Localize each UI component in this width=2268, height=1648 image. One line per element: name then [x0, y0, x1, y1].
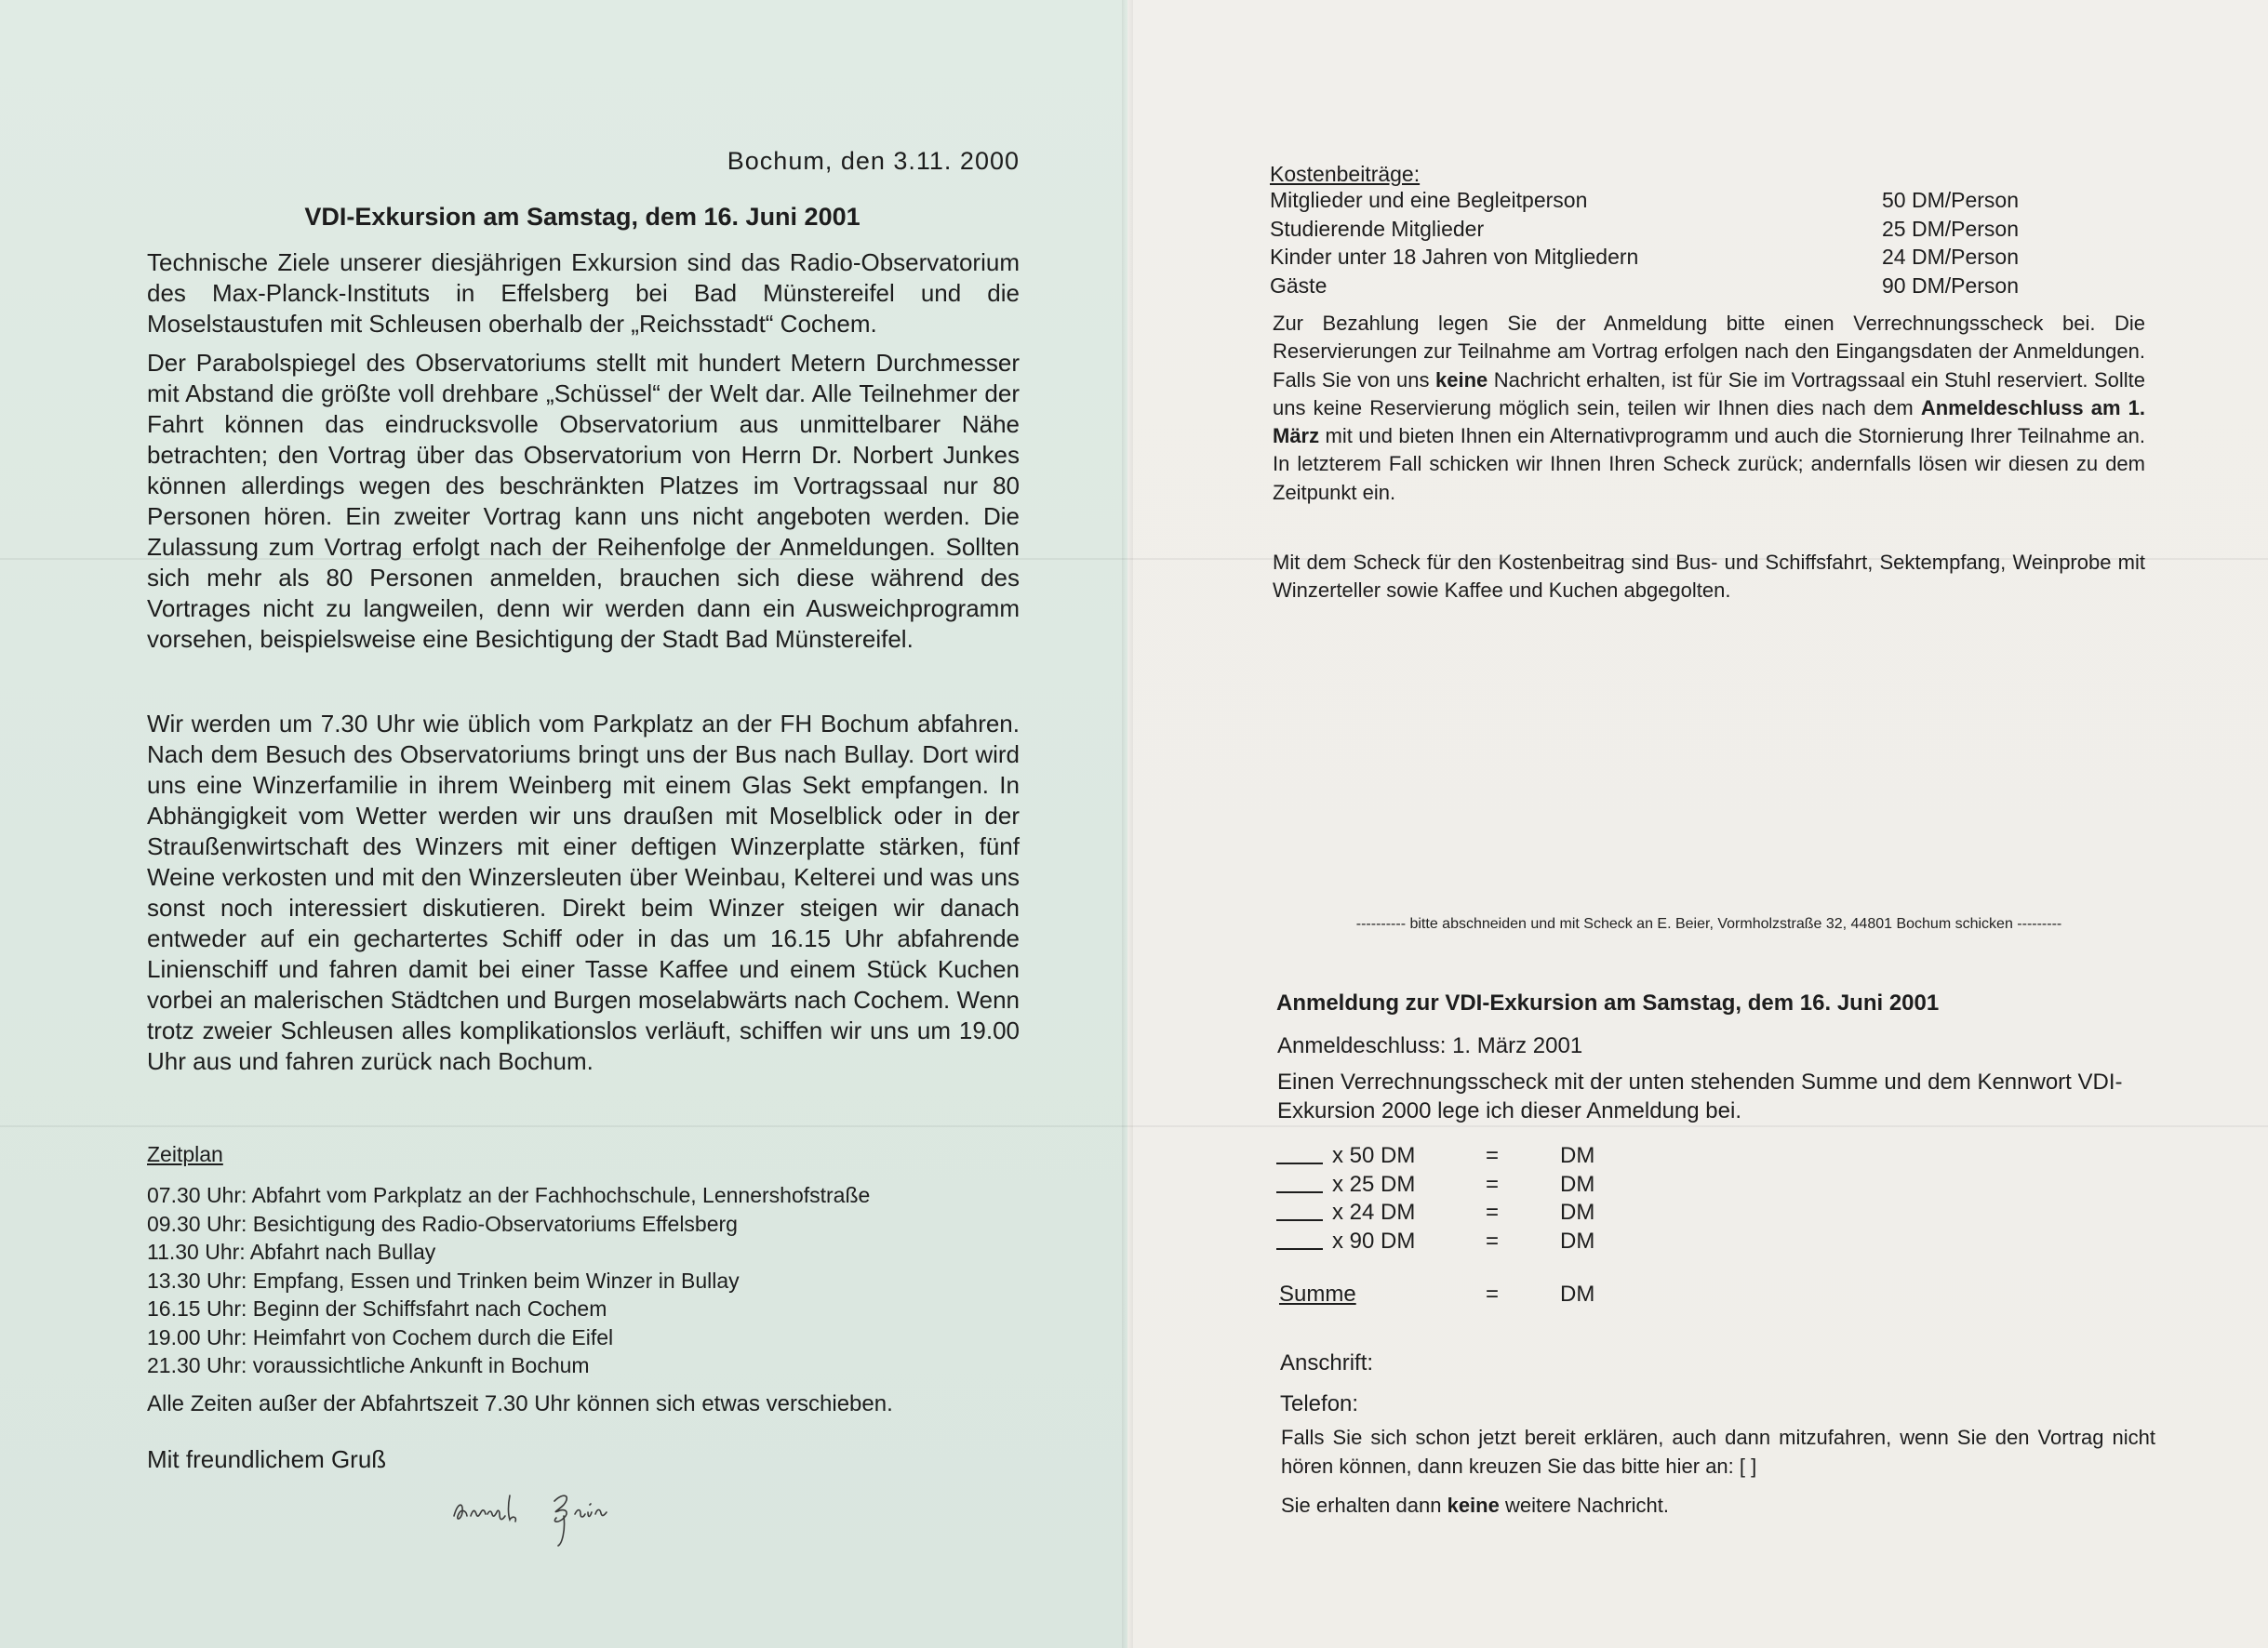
deadline-emphasis: Anmeldeschluss am 1. März	[1273, 395, 2145, 448]
sum-label: Summe	[1279, 1282, 1356, 1307]
schedule-note: Alle Zeiten außer der Abfahrtszeit 7.30 Uhr können sich etwas verschieben.	[147, 1391, 893, 1416]
calc-unit: DM	[1560, 1228, 1595, 1254]
cost-price: 90 DM/Person	[1882, 272, 2020, 298]
costs-table	[1270, 186, 2042, 299]
letter-title: VDI-Exkursion am Samstag, dem 16. Juni 2001	[304, 203, 861, 231]
final-text: weitere Nachricht.	[1499, 1494, 1670, 1517]
calc-equals: =	[1486, 1143, 1500, 1168]
cost-label: Gäste	[1270, 272, 1327, 298]
registration-title: Anmeldung zur VDI-Exkursion am Samstag, dem 16. Juni 2001	[1276, 990, 1940, 1016]
schedule-item: 21.30 Uhr: voraussichtliche Ankunft in Bochum	[147, 1353, 590, 1377]
calc-row	[1276, 1199, 1704, 1228]
cost-price: 24 DM/Person	[1882, 245, 2020, 269]
included-services-paragraph: Mit dem Scheck für den Kostenbeitrag sind Bus- und Schiffsfahrt, Sektempfang, Weinprobe mit Winzerteller sowie Kaffee und Kuchen abgegolten.	[1273, 551, 2145, 603]
cost-label: Studierende Mitglieder	[1270, 216, 1485, 241]
schedule-item: 09.30 Uhr: Besichtigung des Radio-Observatoriums Effelsberg	[147, 1211, 738, 1236]
final-emphasis: keine	[1447, 1494, 1500, 1517]
calc-multiplier: x 24 DM	[1332, 1200, 1416, 1225]
costs-heading: Kostenbeiträge:	[1270, 162, 1421, 186]
calc-equals: =	[1486, 1171, 1500, 1197]
cost-price: 25 DM/Person	[1882, 216, 2020, 241]
quantity-blank[interactable]	[1276, 1219, 1323, 1221]
intro-paragraph: Technische Ziele unserer diesjährigen Exkursion sind das Radio-Observatorium des Max-Planck-Instituts in Effelsberg bei Bad Münstereifel und die Moselstaustufen mit Schleusen oberhalb der „Reichsstadt“ Cochem.	[147, 248, 1020, 338]
schedule-list	[147, 1181, 1021, 1380]
calc-row	[1276, 1171, 1704, 1200]
observatory-paragraph: Der Parabolspiegel des Observatoriums stellt mit hundert Metern Durchmesser mit Abstand die größte voll drehbare „Schüssel“ der Welt dar. Alle Teilnehmer der Fahrt können das eindrucksvolle Observatorium aus unmittelbarer Nähe betrachten; den Vortrag über das Observatorium von Herrn Dr. Norbert Junkes können allerdings wegen des beschränkten Platzes im Vortragssaal nur 80 Personen hören. Ein zweiter Vortrag kann uns nicht angeboten werden. Die Zulassung zum Vortrag erfolgt nach der Reihenfolge der Anmeldungen. Sollten sich mehr als 80 Personen anmelden, brauchen sich diese während des Vortrages nicht zu langweilen, denn wir werden dann ein Ausweichprogramm vorsehen, beispielsweise eine Besichtigung der Stadt Bad Münstereifel.	[147, 349, 1020, 653]
schedule-item: 07.30 Uhr: Abfahrt vom Parkplatz an der Fachhochschule, Lennershofstraße	[147, 1183, 871, 1207]
opt-in-checkbox-text[interactable]: Falls Sie sich schon jetzt bereit erklären, auch dann mitzufahren, wenn Sie den Vortrag nicht hören können, dann kreuzen Sie das bitte hier an: [ ]	[1281, 1426, 2155, 1478]
calc-unit: DM	[1560, 1200, 1595, 1225]
payment-text: Zur Bezahlung legen Sie der Anmeldung bitte einen Verrechnungsscheck bei. Die Reservierungen zur Teilnahme am Vortrag erfolgen nach den Eingangsdaten der Anmeldungen. Falls Sie von uns	[1273, 312, 2145, 392]
payment-text: mit und bieten Ihnen ein Alternativprogramm und auch die Stornierung Ihrer Teilnahme an. In letzterem Fall schicken wir Ihnen Ihren Scheck zurück; andernfalls lösen wir diesen zu dem Zeitpunkt ein.	[1273, 424, 2145, 504]
address-field-label: Anschrift:	[1280, 1350, 1374, 1376]
calc-unit: DM	[1560, 1171, 1595, 1197]
quantity-blank[interactable]	[1276, 1248, 1323, 1250]
schedule-heading: Zeitplan	[147, 1142, 223, 1166]
cost-label: Kinder unter 18 Jahren von Mitgliedern	[1270, 245, 1639, 269]
calc-row	[1276, 1142, 1704, 1171]
calc-equals: =	[1486, 1228, 1500, 1254]
registration-deadline: Anmeldeschluss: 1. März 2001	[1277, 1033, 1583, 1058]
registration-text: Einen Verrechnungsscheck mit der unten stehenden Summe und dem Kennwort VDI-Exkursion 2000 lege ich dieser Anmeldung bei.	[1277, 1070, 2123, 1123]
calc-unit: DM	[1560, 1143, 1595, 1168]
page-gutter	[1122, 0, 1133, 1648]
quantity-blank[interactable]	[1276, 1191, 1323, 1193]
quantity-blank[interactable]	[1276, 1163, 1323, 1164]
final-text: Sie erhalten dann	[1281, 1494, 1448, 1517]
cost-price: 50 DM/Person	[1882, 188, 2020, 212]
cost-row	[1270, 272, 2042, 300]
trip-paragraph: Wir werden um 7.30 Uhr wie üblich vom Parkplatz an der FH Bochum abfahren. Nach dem Besuch des Observatoriums bringt uns der Bus nach Bullay. Dort wird uns eine Winzerfamilie in ihrem Weinberg mit einem Glas Sekt empfangen. In Abhängigkeit vom Wetter werden wir uns draußen mit Moselblick oder in der Straußenwirtschaft des Winzers mit einer deftigen Winzerplatte stärken, fünf Weine verkosten und mit den Winzersleuten über Weinbau, Kelterei und was uns sonst noch interessiert diskutieren. Direkt beim Winzer steigen wir danach entweder auf ein gechartertes Schiff oder in das um 16.15 Uhr abfahrende Linienschiff und fahren damit bei einer Tasse Kaffee und einem Stück Kuchen vorbei an malerischen Städtchen und Burgen moselabwärts nach Cochem. Wenn trotz zweier Schleusen alles komplikationslos verläuft, schiffen wir uns um 19.00 Uhr aus und fahren zurück nach Bochum.	[147, 710, 1020, 1075]
cost-row	[1270, 186, 2042, 215]
payment-paragraph	[1273, 310, 2145, 507]
cost-label: Mitglieder und eine Begleitperson	[1270, 188, 1588, 212]
phone-field-label: Telefon:	[1280, 1391, 1359, 1416]
handwritten-signature	[445, 1468, 659, 1551]
sum-equals: =	[1486, 1282, 1500, 1307]
schedule-item: 19.00 Uhr: Heimfahrt von Cochem durch die Eifel	[147, 1324, 614, 1349]
cost-row	[1270, 243, 2042, 272]
final-note	[1281, 1494, 1669, 1518]
fold-line	[0, 1125, 2268, 1127]
calc-row	[1276, 1228, 1704, 1256]
calc-multiplier: x 50 DM	[1332, 1143, 1416, 1168]
closing-greeting: Mit freundlichem Gruß	[147, 1445, 387, 1473]
payment-text: Nachricht erhalten, ist für Sie im Vortragssaal ein Stuhl reserviert. Sollte uns keine Reservierung möglich sein, teilen wir Ihnen dies nach dem	[1273, 367, 2146, 419]
cut-line: ---------- bitte abschneiden und mit Scheck an E. Beier, Vormholzstraße 32, 44801 Bochum schicken ---------	[1355, 916, 2062, 932]
schedule-item: 13.30 Uhr: Empfang, Essen und Trinken beim Winzer in Bullay	[147, 1268, 740, 1293]
calc-multiplier: x 25 DM	[1332, 1171, 1416, 1197]
amount-calculation	[1276, 1142, 1704, 1256]
letter-date: Bochum, den 3.11. 2000	[727, 147, 1020, 175]
sum-unit: DM	[1560, 1282, 1595, 1307]
schedule-item: 11.30 Uhr: Abfahrt nach Bullay	[147, 1240, 436, 1264]
calc-equals: =	[1486, 1200, 1500, 1225]
schedule-item: 16.15 Uhr: Beginn der Schiffsfahrt nach Cochem	[147, 1296, 607, 1321]
calc-multiplier: x 90 DM	[1332, 1228, 1416, 1254]
cost-row	[1270, 215, 2042, 244]
payment-emphasis: keine	[1434, 367, 1488, 392]
